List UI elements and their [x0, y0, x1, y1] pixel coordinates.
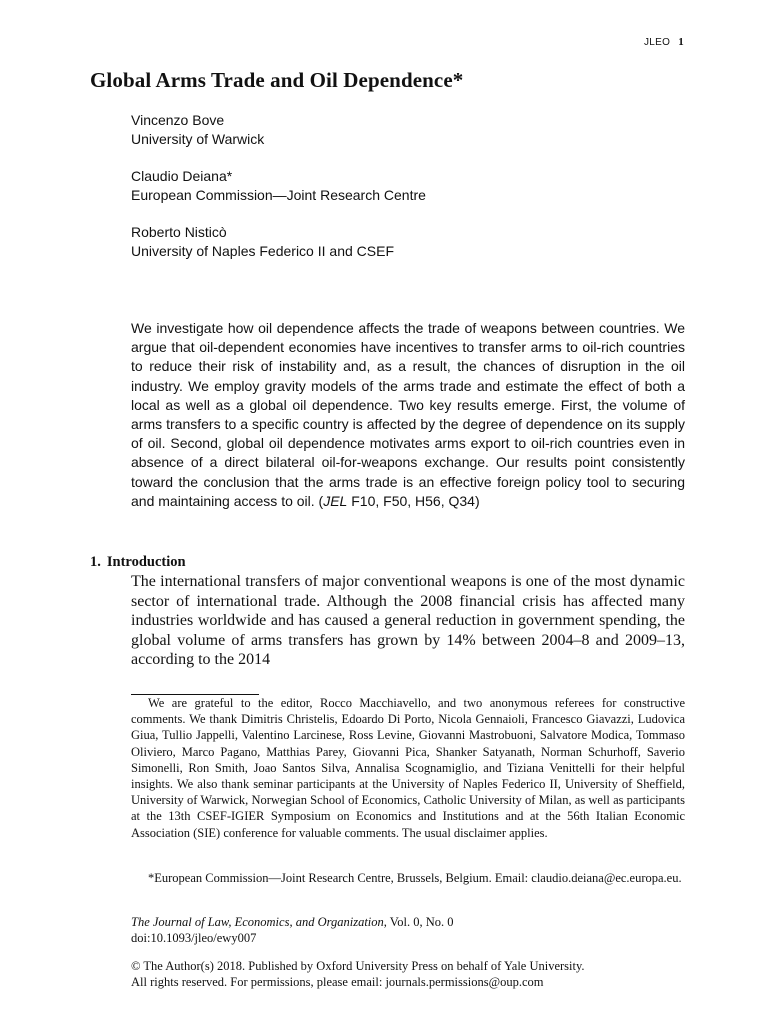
- author-block: [131, 167, 426, 205]
- author-affiliation: European Commission—Joint Research Centre: [131, 187, 426, 203]
- author-name: Claudio Deiana*: [131, 168, 233, 184]
- author-affiliation: University of Naples Federico II and CSEF: [131, 243, 394, 259]
- journal-info: [131, 914, 453, 946]
- abstract-text: We investigate how oil dependence affects the trade of weapons between countries. We argue that oil-dependent economies have incentives to transfer arms to oil-rich countries to reduce their risk of instability and, as a result, the chances of disruption in the oil industry. We employ gravity models of the arms trade and estimate the effect of both a local as well as a global oil dependence. Two key results emerge. First, the volume of arms transfers to a specific country is affected by the degree of dependence on its supply of oil. Second, global oil dependence motivates arms export to oil-rich countries even in absence of a direct bilateral oil-for-weapons exchange. Our results point consistently toward the conclusion that the arms trade is an effective foreign policy tool to securing and maintaining access to oil. (: [131, 320, 685, 509]
- jel-label: JEL: [323, 492, 348, 509]
- copyright-line-2: All rights reserved. For permissions, please email: journals.permissions@oup.com: [131, 975, 544, 990]
- abstract: [131, 319, 685, 511]
- author-affiliation: University of Warwick: [131, 131, 265, 147]
- author-list: [131, 111, 426, 279]
- running-head: [644, 36, 684, 48]
- section-number: 1.: [90, 554, 101, 570]
- section-title: Introduction: [106, 554, 186, 570]
- intro-paragraph: The international transfers of major conventional weapons is one of the most dynamic sector of international trade. Although the 2008 financial crisis has affected many industries worldwide and has caused a general reduction in government spending, the global volume of arms transfers has grown by 14% between 2004–8 and 2009–13, according to the 2014: [131, 573, 685, 668]
- copyright-notice: [131, 958, 691, 990]
- doi: doi:10.1093/jleo/ewy007: [131, 931, 257, 945]
- journal-volume: , Vol. 0, No. 0: [383, 915, 454, 929]
- copyright-line-1: © The Author(s) 2018. Published by Oxford University Press on behalf of Yale University.: [131, 959, 585, 973]
- acknowledgment-footnote: We are grateful to the editor, Rocco Macchiavello, and two anonymous referees for constructive comments. We thank Dimitris Christelis, Edoardo Di Porto, Nicola Gennaioli, Francesco Giavazzi, Ludovica Giua, Tullio Jappelli, Valentino Larcinese, Ross Levine, Giovanni Mastrobuoni, Salvatore Modica, Tommaso Oliviero, Marco Pagano, Matthias Parey, Giovanni Pica, Shanker Satyanath, Norman Schurhoff, Saverio Simonelli, Ron Smith, Joao Santos Silva, Annalisa Scognamiglio, and Tiziana Venittelli for their helpful insights. We also thank seminar participants at the University of Naples Federico II, University of Sheffield, University of Warwick, Norwegian School of Economics, Catholic University of Milan, as well as participants at the 13th CSEF-IGIER Symposium on Economics and Institutions and at the 56th Italian Economic Association (SIE) conference for valuable comments. The usual disclaimer applies.: [131, 696, 685, 840]
- paper-title: Global Arms Trade and Oil Dependence*: [90, 68, 464, 92]
- running-head-journal: JLEO: [643, 37, 671, 48]
- jel-codes: F10, F50, H56, Q34): [347, 492, 480, 509]
- author-name: Vincenzo Bove: [131, 112, 225, 128]
- author-block: [131, 223, 426, 261]
- corresponding-author-footnote: *European Commission—Joint Research Centre, Brussels, Belgium. Email: claudio.deiana@ec.europa.eu.: [148, 871, 682, 885]
- author-block: [131, 111, 426, 149]
- page-number: 1: [678, 36, 684, 48]
- author-name: Roberto Nisticò: [131, 224, 227, 240]
- section-heading: [90, 554, 186, 571]
- journal-name: The Journal of Law, Economics, and Organization: [131, 915, 384, 929]
